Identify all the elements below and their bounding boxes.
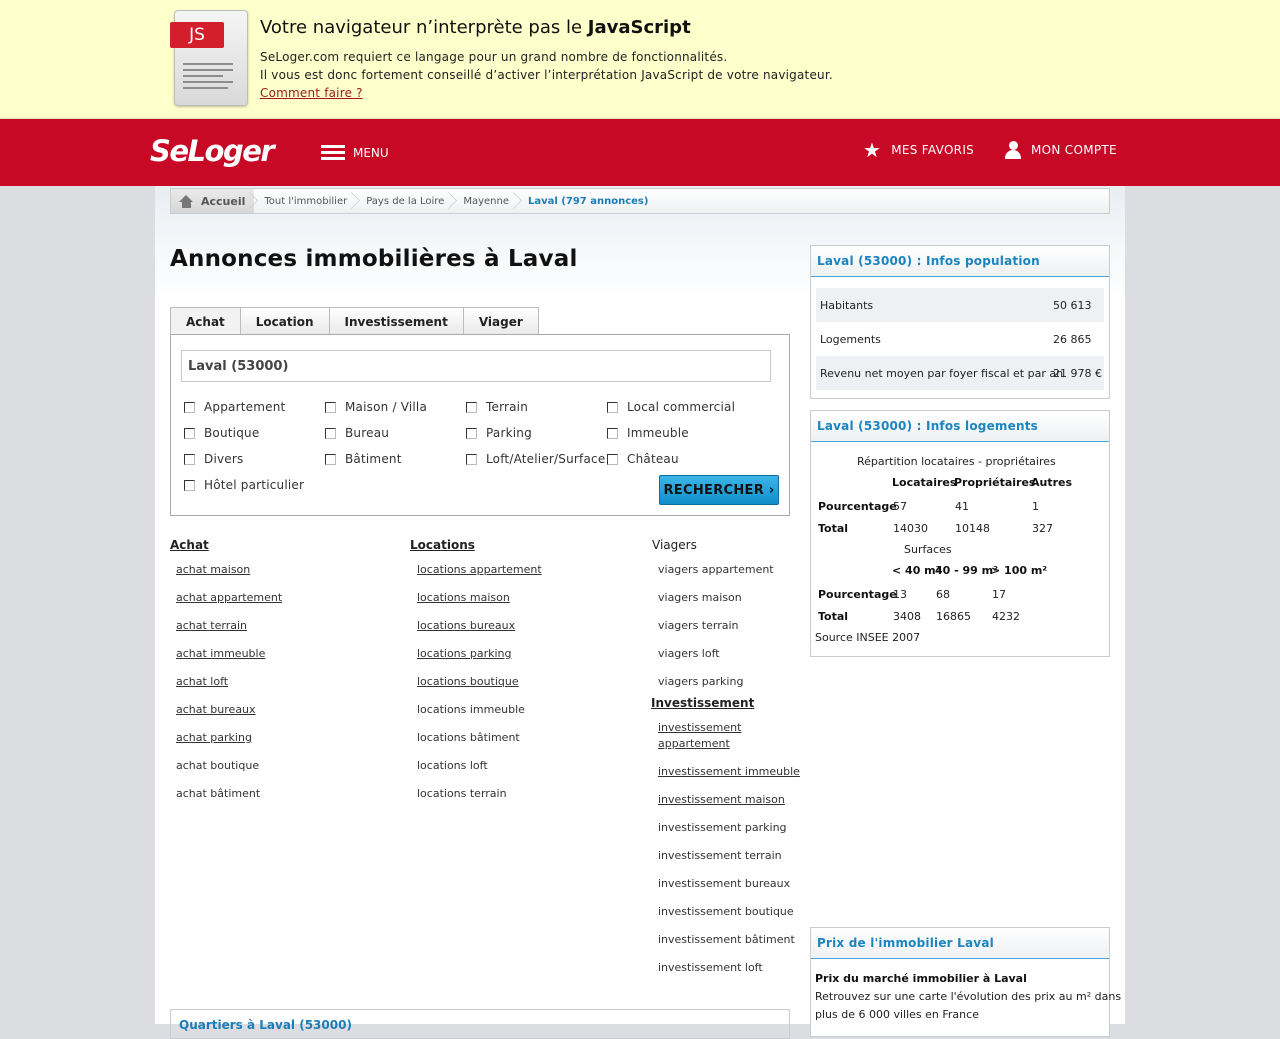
account-label: MON COMPTE <box>1031 143 1117 157</box>
js-warning-title: Votre navigateur n’interprète pas le JavaScript <box>260 17 691 38</box>
col-header: Locataires <box>892 476 957 489</box>
type-parking[interactable] <box>466 426 532 440</box>
breadcrumb <box>170 188 1110 214</box>
cell: 68 <box>936 588 950 601</box>
housing-caption: Répartition locataires - propriétaires <box>857 455 1056 468</box>
links-viagers <box>652 538 697 554</box>
list-item[interactable]: achat appartement <box>176 591 283 604</box>
checkbox[interactable] <box>607 454 618 465</box>
row-label: Habitants <box>820 299 874 312</box>
cell: 17 <box>992 588 1006 601</box>
site-header <box>0 119 1280 186</box>
cell: 41 <box>955 500 969 513</box>
row-value: 21 978 € <box>1053 367 1102 380</box>
list-item[interactable]: achat immeuble <box>176 647 266 660</box>
list-item[interactable]: investissement bâtiment <box>658 933 795 946</box>
cell: 327 <box>1032 522 1053 535</box>
list-item[interactable]: viagers parking <box>658 675 744 688</box>
row-label: Revenu net moyen par foyer fiscal et par an <box>820 367 1064 380</box>
cell: 13 <box>893 588 907 601</box>
list-item[interactable]: locations maison <box>417 591 510 604</box>
list-item[interactable]: locations loft <box>417 759 488 772</box>
favorites-label: MES FAVORIS <box>891 143 975 157</box>
checkbox[interactable] <box>466 402 477 413</box>
breadcrumb-region[interactable]: Pays de la Loire <box>356 189 453 213</box>
cell: 14030 <box>893 522 928 535</box>
prices-panel <box>810 927 1122 1037</box>
type-appartement[interactable] <box>184 400 285 414</box>
list-item[interactable]: locations bâtiment <box>417 731 520 744</box>
type-terrain[interactable] <box>466 400 528 414</box>
row-label: Pourcentage <box>818 588 897 601</box>
how-to-link[interactable]: Comment faire ? <box>260 86 363 100</box>
page-content <box>155 186 1125 1032</box>
col-header: < 40 m² <box>892 564 941 577</box>
seloger-logo[interactable]: SeLoger <box>150 134 274 168</box>
quartiers-title: Quartiers à Laval (53000) <box>179 1018 352 1032</box>
type-batiment[interactable] <box>325 452 402 466</box>
links-viagers-title: Viagers <box>652 538 697 552</box>
list-item[interactable]: investissement maison <box>658 793 785 806</box>
type-local-commercial[interactable] <box>607 400 735 414</box>
list-item[interactable]: viagers maison <box>658 591 742 604</box>
type-label: Appartement <box>204 400 286 414</box>
links-locations <box>410 538 475 554</box>
row-label: Logements <box>820 333 881 346</box>
checkbox[interactable] <box>184 454 195 465</box>
javascript-warning-bar <box>0 0 1280 119</box>
type-hotel-particulier[interactable] <box>184 478 304 492</box>
type-label: Divers <box>204 452 244 466</box>
col-header: > 100 m² <box>991 564 1048 577</box>
surfaces-caption: Surfaces <box>904 543 952 556</box>
checkbox[interactable] <box>184 402 195 413</box>
population-panel <box>810 245 1110 399</box>
list-item[interactable]: achat loft <box>176 675 229 688</box>
list-item[interactable]: achat terrain <box>176 619 248 632</box>
js-warning-line-2: Il vous est donc fortement conseillé d’activer l’interprétation JavaScript de votre navigateur. <box>260 68 833 82</box>
js-warning-line-1: SeLoger.com requiert ce langage pour un grand nombre de fonctionnalités. <box>260 50 728 64</box>
type-bureau[interactable] <box>325 426 389 440</box>
menu-button[interactable] <box>321 145 389 160</box>
favorites-link[interactable] <box>863 138 975 162</box>
list-item[interactable]: investissement immeuble <box>658 765 800 778</box>
population-title: Laval (53000) : Infos population <box>811 246 1109 277</box>
row-label: Total <box>818 610 849 623</box>
list-item[interactable]: achat maison <box>176 563 251 576</box>
links-locations-title[interactable]: Locations <box>410 538 475 552</box>
type-label: Château <box>627 452 679 466</box>
checkbox[interactable] <box>325 402 336 413</box>
list-item[interactable]: investissement bureaux <box>658 877 791 890</box>
list-item[interactable]: locations terrain <box>417 787 507 800</box>
cell: 57 <box>893 500 907 513</box>
js-badge: JS <box>170 22 224 48</box>
housing-panel <box>810 410 1110 657</box>
table-row <box>816 322 1104 356</box>
list-item[interactable]: locations parking <box>417 647 512 660</box>
list-item[interactable]: investissement terrain <box>658 849 782 862</box>
search-form <box>170 334 790 516</box>
type-label: Maison / Villa <box>345 400 428 414</box>
cell: 10148 <box>955 522 990 535</box>
tab-investissement[interactable]: Investissement <box>329 307 464 335</box>
prices-subtitle: Prix du marché immobilier à Laval <box>815 972 1027 985</box>
prices-text-1: Retrouvez sur une carte l'évolution des prix au m² dans <box>815 990 1122 1003</box>
type-chateau[interactable] <box>607 452 679 466</box>
row-label: Pourcentage <box>818 500 897 513</box>
row-value: 50 613 <box>1053 299 1092 312</box>
checkbox[interactable] <box>325 428 336 439</box>
type-label: Parking <box>486 426 532 440</box>
breadcrumb-current: Laval (797 annonces) <box>528 195 649 207</box>
tab-achat[interactable]: Achat <box>170 307 241 336</box>
checkbox[interactable] <box>607 428 618 439</box>
cell: 1 <box>1032 500 1039 513</box>
list-item[interactable]: investissement boutique <box>658 905 794 918</box>
account-link[interactable] <box>1005 141 1117 159</box>
col-header: 40 - 99 m² <box>935 564 998 577</box>
type-maison[interactable] <box>325 400 427 414</box>
type-label: Bâtiment <box>345 452 402 466</box>
list-item[interactable]: achat parking <box>176 731 252 744</box>
cell: 16865 <box>936 610 971 623</box>
cell: 4232 <box>992 610 1020 623</box>
hamburger-icon <box>321 145 345 160</box>
type-label: Boutique <box>204 426 260 440</box>
list-item[interactable]: viagers terrain <box>658 619 739 632</box>
tab-viager[interactable]: Viager <box>463 307 539 335</box>
checkbox[interactable] <box>325 454 336 465</box>
type-label: Hôtel particulier <box>204 478 305 492</box>
table-row <box>816 356 1104 390</box>
list-item[interactable]: investissement loft <box>658 961 763 974</box>
page-title: Annonces immobilières à Laval <box>170 246 578 272</box>
row-label: Total <box>818 522 849 535</box>
type-label: Terrain <box>486 400 529 414</box>
type-immeuble[interactable] <box>607 426 689 440</box>
checkbox[interactable] <box>184 480 195 491</box>
list-item[interactable]: achat boutique <box>176 759 260 772</box>
checkbox[interactable] <box>184 428 195 439</box>
list-item[interactable]: achat bâtiment <box>176 787 261 800</box>
links-achat <box>170 538 209 554</box>
breadcrumb-department[interactable]: Mayenne <box>453 189 518 213</box>
col-header: Propriétaires <box>954 476 1036 489</box>
menu-label: MENU <box>353 145 389 160</box>
type-label: Local commercial <box>627 400 736 414</box>
type-loft[interactable] <box>466 452 605 466</box>
list-item[interactable]: investissement <box>658 721 742 734</box>
list-item[interactable]: locations immeuble <box>417 703 525 716</box>
location-input[interactable] <box>181 350 771 382</box>
type-label: Immeuble <box>627 426 689 440</box>
list-item[interactable]: viagers appartement <box>658 563 774 576</box>
tab-location[interactable]: Location <box>240 307 330 335</box>
prices-text-2: plus de 6 000 villes en France <box>815 1008 979 1021</box>
table-row <box>816 288 1104 322</box>
transaction-tabs <box>170 307 538 336</box>
checkbox[interactable] <box>607 402 618 413</box>
type-label: Bureau <box>345 426 390 440</box>
type-boutique[interactable] <box>184 426 259 440</box>
home-icon <box>179 195 194 208</box>
star-icon: ★ <box>863 138 882 162</box>
links-investissement-title[interactable]: Investissement <box>651 696 755 710</box>
list-item[interactable]: viagers loft <box>658 647 720 660</box>
checkbox[interactable] <box>466 454 477 465</box>
user-icon <box>1005 141 1021 159</box>
source-note: Source INSEE 2007 <box>815 631 921 644</box>
row-value: 26 865 <box>1053 333 1092 346</box>
links-achat-title[interactable]: Achat <box>170 538 209 552</box>
checkbox[interactable] <box>466 428 477 439</box>
list-item[interactable]: achat bureaux <box>176 703 256 716</box>
col-header: Autres <box>1031 476 1073 489</box>
list-item[interactable]: appartement <box>658 737 730 750</box>
quartiers-box <box>170 1009 790 1039</box>
search-button[interactable]: RECHERCHER › <box>659 475 779 505</box>
list-item[interactable]: locations bureaux <box>417 619 516 632</box>
list-item[interactable]: locations boutique <box>417 675 519 688</box>
type-label: Loft/Atelier/Surface <box>486 452 606 466</box>
breadcrumb-home[interactable] <box>171 189 254 213</box>
list-item[interactable]: investissement parking <box>658 821 787 834</box>
breadcrumb-home-label: Accueil <box>201 194 246 208</box>
prices-title: Prix de l'immobilier Laval <box>811 928 1109 959</box>
breadcrumb-all-property[interactable]: Tout l'immobilier <box>254 189 356 213</box>
list-item[interactable]: locations appartement <box>417 563 542 576</box>
housing-title: Laval (53000) : Infos logements <box>811 411 1109 442</box>
type-divers[interactable] <box>184 452 243 466</box>
cell: 3408 <box>893 610 921 623</box>
